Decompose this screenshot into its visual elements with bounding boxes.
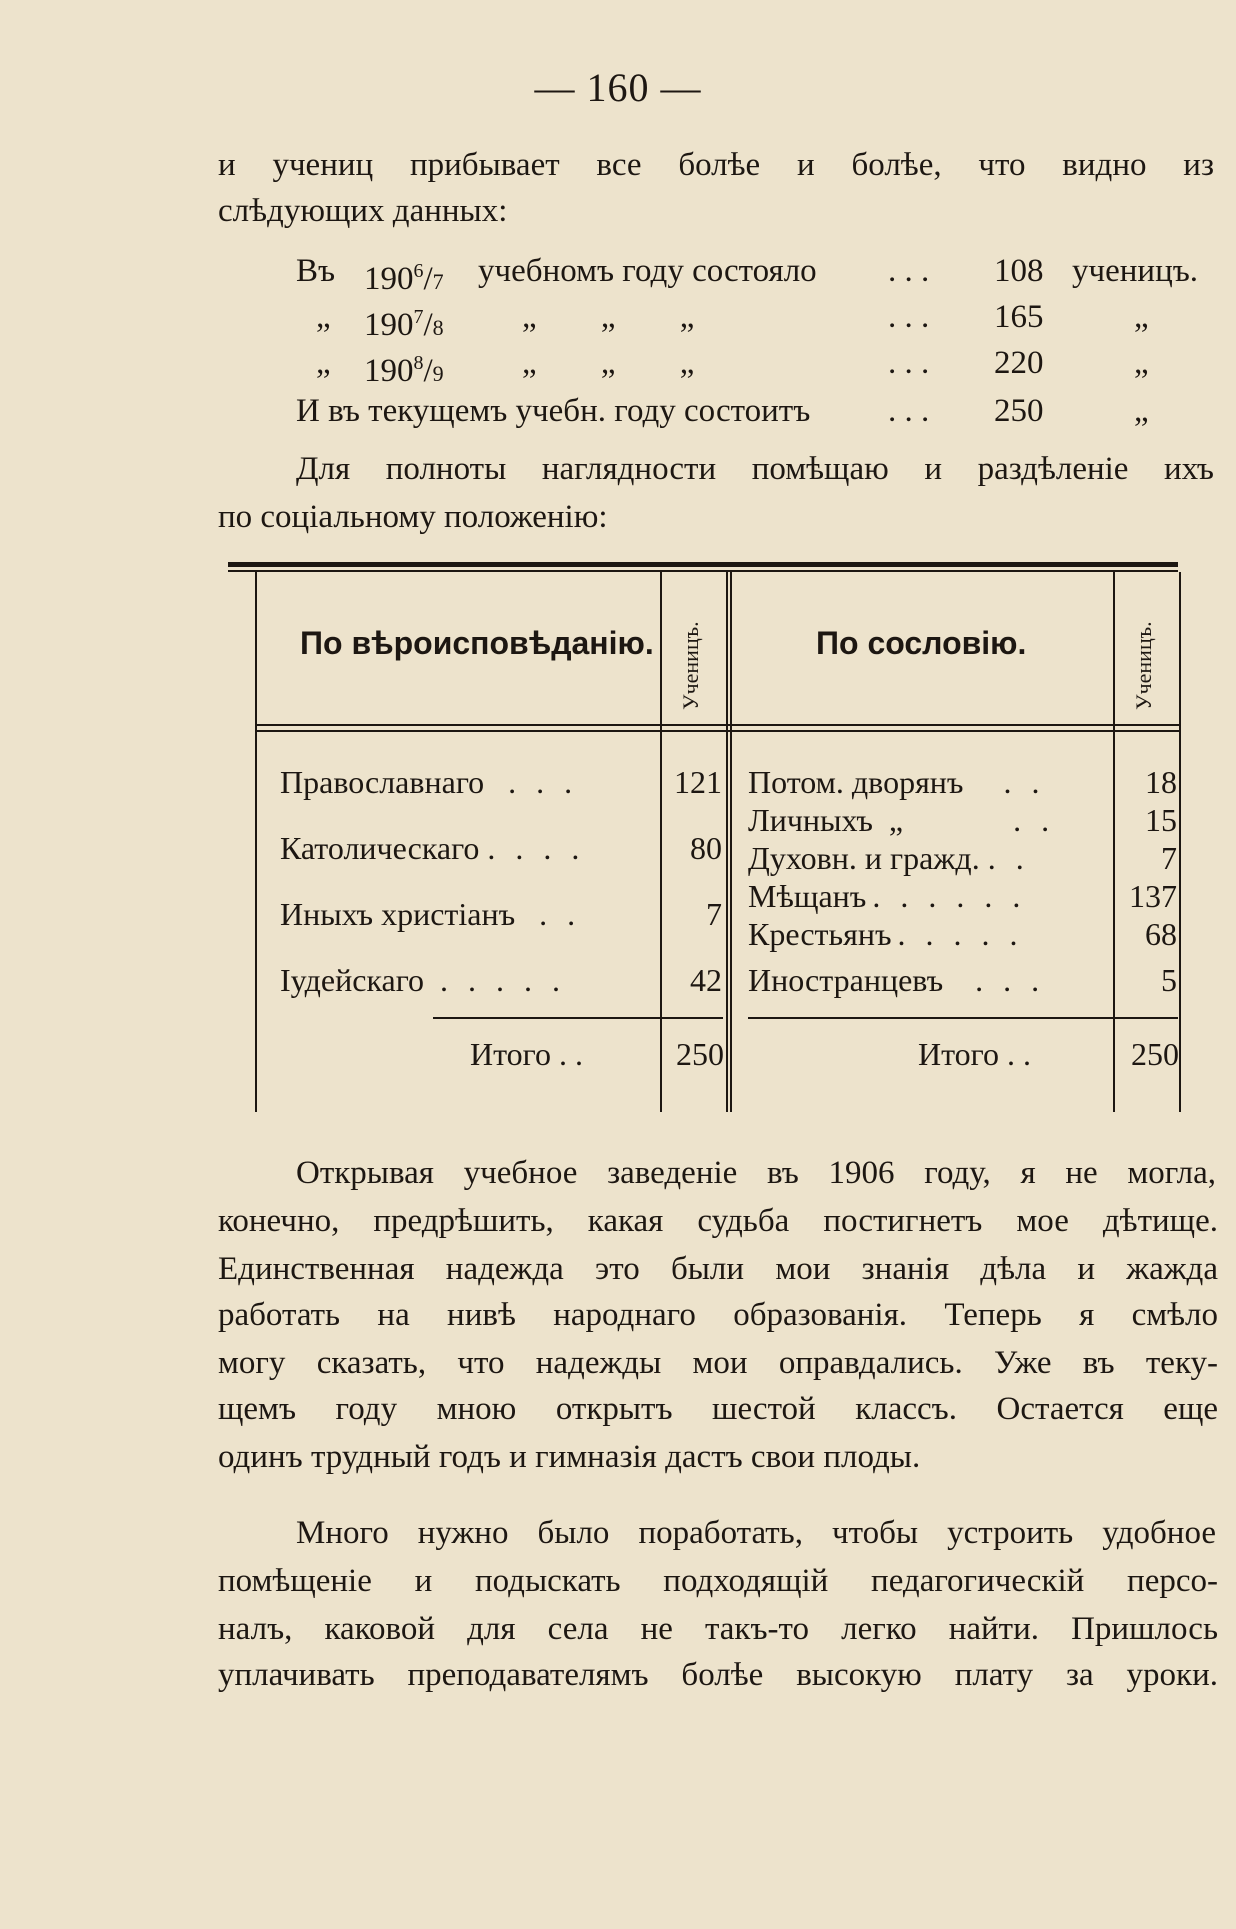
ts-label: „ xyxy=(316,299,331,335)
intro-line-2: слѣдующих данных: xyxy=(218,193,508,229)
right-value: 68 xyxy=(1145,916,1177,952)
ts-value: 220 xyxy=(994,345,1044,381)
table-row-right: Мѣщанъ . . . . . . xyxy=(748,878,1027,914)
right-value: 18 xyxy=(1145,764,1177,800)
table-row-left: Католическаго . . . . xyxy=(280,830,586,866)
right-value: 5 xyxy=(1161,962,1177,998)
table-row-right: Крестьянъ . . . . . xyxy=(748,916,1024,952)
ts-year: $190^6/7$ xyxy=(364,260,444,297)
ts-unit: „ xyxy=(1134,345,1149,381)
ts-words: учебномъ году состояло xyxy=(478,253,817,289)
table-row-right: Потом. дворянъ . . xyxy=(748,764,1046,800)
left-total-value: 250 xyxy=(676,1036,724,1072)
right-count-header: Ученицъ. xyxy=(1131,621,1156,710)
para2-line-1: Много нужно было поработать, чтобы устроить удобное xyxy=(296,1515,1216,1551)
table-row-right: Духовн. и гражд. . . xyxy=(748,840,1030,876)
right-value: 15 xyxy=(1145,802,1177,838)
ts-label: „ xyxy=(316,345,331,381)
left-value: 80 xyxy=(690,830,722,866)
ts-unit: „ xyxy=(1134,299,1149,335)
ts-dots: . . . xyxy=(888,253,930,289)
para1-line-1: Открывая учебное заведеніе въ 1906 году, я не могла, xyxy=(296,1155,1216,1191)
page-number: — 160 — xyxy=(534,65,702,110)
left-total-label: Итого . . xyxy=(470,1036,583,1072)
left-value: 121 xyxy=(674,764,722,800)
para1-line-2: конечно, предрѣшить, какая судьба постигнетъ мое дѣтище. xyxy=(218,1203,1218,1239)
para2-line-4: уплачивать преподавателямъ болѣе высокую плату за уроки. xyxy=(218,1657,1218,1693)
ts-value: 165 xyxy=(994,299,1044,335)
para2-line-2: помѣщеніе и подыскать подходящій педагогическій персо- xyxy=(218,1563,1218,1599)
right-value: 137 xyxy=(1129,878,1177,914)
intro2-line-1: Для полноты наглядности помѣщаю и раздѣленіе ихъ xyxy=(296,451,1214,487)
ts-year: $190^8/9$ xyxy=(364,352,444,389)
para1-line-7: одинъ трудный годъ и гимназія дастъ свои плоды. xyxy=(218,1439,921,1475)
table-row-left: Иныхъ христіанъ . . xyxy=(280,896,582,932)
left-value: 7 xyxy=(706,896,722,932)
intro2-line-2: по соціальному положенію: xyxy=(218,499,608,535)
para1-line-4: работать на нивѣ народнаго образованія. Теперь я смѣло xyxy=(218,1297,1218,1333)
ts-dots: . . . xyxy=(888,345,930,381)
para2-line-3: налъ, каковой для села не такъ-то легко найти. Пришлось xyxy=(218,1611,1218,1647)
ts-current-value: 250 xyxy=(994,393,1044,429)
intro-line-1: и учениц прибывает все болѣе и болѣе, что видно из xyxy=(218,147,1214,183)
ts-current-unit: „ xyxy=(1134,393,1149,429)
table-row-right: Иностранцевъ . . . xyxy=(748,962,1046,998)
ts-year: $190^7/8$ xyxy=(364,306,444,343)
left-value: 42 xyxy=(690,962,722,998)
ts-current-label: И въ текущемъ учебн. году состоитъ xyxy=(296,393,811,429)
right-value: 7 xyxy=(1161,840,1177,876)
para1-line-3: Единственная надежда это были мои знанія дѣла и жажда xyxy=(218,1251,1218,1287)
para1-line-6: щемъ году мною открытъ шестой классъ. Остается еще xyxy=(218,1391,1218,1427)
ts-label: Въ xyxy=(296,253,336,289)
table-row-right: Личныхъ „ . . xyxy=(748,802,1056,838)
ts-value: 108 xyxy=(994,253,1044,289)
ts-row-1 xyxy=(296,248,1216,297)
ts-row-3 xyxy=(316,340,1216,389)
social-table xyxy=(228,562,1188,1112)
right-total-label: Итого . . xyxy=(918,1036,1031,1072)
para1-line-5: могу сказать, что надежды мои оправдались. Уже въ теку- xyxy=(218,1345,1218,1381)
left-column-header: По вѣроисповѣданію. xyxy=(300,625,654,661)
ts-row-2 xyxy=(316,294,1216,343)
left-count-header: Ученицъ. xyxy=(678,621,703,710)
ts-dots: . . . xyxy=(888,393,930,429)
ts-words: „ „ „ xyxy=(522,345,723,381)
right-total-value: 250 xyxy=(1131,1036,1179,1072)
ts-row-current xyxy=(296,388,1216,434)
right-column-header: По сословію. xyxy=(816,625,1027,661)
table-row-left: Православнаго . . . xyxy=(280,764,579,800)
ts-unit: ученицъ. xyxy=(1072,253,1199,289)
ts-words: „ „ „ xyxy=(522,299,723,335)
table-row-left: Іудейскаго . . . . . xyxy=(280,962,567,998)
ts-dots: . . . xyxy=(888,299,930,335)
